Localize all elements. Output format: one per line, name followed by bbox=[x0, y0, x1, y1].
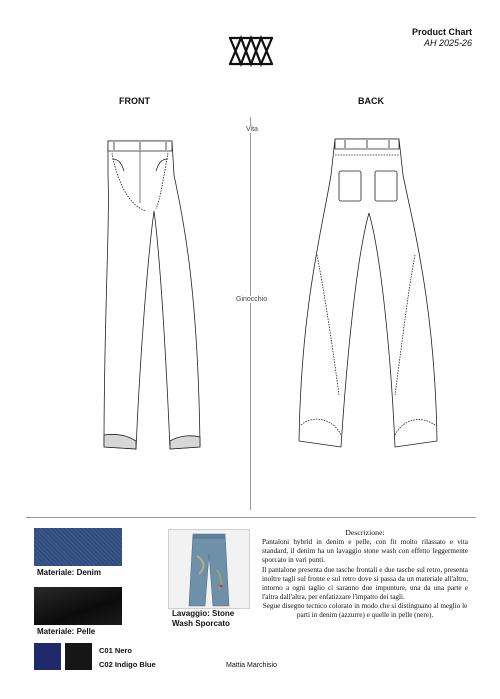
season-label: AH 2025-26 bbox=[423, 38, 472, 48]
description-block bbox=[262, 528, 468, 621]
waist-annotation: Vita bbox=[246, 126, 258, 133]
monogram-logo-icon bbox=[226, 30, 276, 72]
description-title: Descrizione: bbox=[345, 528, 385, 537]
black-chip bbox=[65, 643, 92, 670]
description-paragraph-1: Pantaloni hybrid in denim e pelle, con fit molto rilassato e vita standard, il denim ha un lavaggio stone wash con effetto leggermente sporcato in vari punti. bbox=[262, 538, 468, 565]
leather-swatch bbox=[34, 587, 122, 625]
front-pants-drawing bbox=[100, 135, 210, 455]
colorway-c02-label: C02 Indigo Blue bbox=[99, 660, 156, 669]
denim-swatch bbox=[34, 528, 122, 566]
wash-label bbox=[172, 609, 252, 629]
description-paragraph-3: Segue disegno tecnico colorato in modo che si distinguano al meglio le parti in denim (azzurre) e quelle in pelle (nere). bbox=[262, 602, 468, 620]
wash-label-line1: Lavaggio: Stone bbox=[172, 609, 235, 618]
description-paragraph-2: Il pantalone presenta due tasche frontali e due tasche sul retro, presenta inoltre tagli sul fronte e sul retro dove si passa da un materiale all'altro, intorno a ogni taglio ci saranno due impunture, una da una parte e l'altra dall'altra, per enfatizzare l'impatto dei tagli. bbox=[262, 565, 468, 602]
indigo-blue-chip bbox=[34, 643, 61, 670]
author-name: Mattia Marchisio bbox=[226, 662, 277, 669]
knee-annotation: Ginocchio bbox=[236, 296, 268, 303]
section-divider bbox=[26, 517, 476, 518]
back-view-label: BACK bbox=[358, 96, 384, 106]
wash-reference-photo bbox=[168, 529, 250, 609]
back-pants-drawing bbox=[295, 135, 440, 455]
product-chart-title: Product Chart bbox=[411, 27, 472, 37]
denim-material-label: Materiale: Denim bbox=[37, 568, 102, 577]
colorway-c01-label: C01 Nero bbox=[99, 646, 132, 655]
wash-label-line2: Wash Sporcato bbox=[172, 619, 230, 628]
front-view-label: FRONT bbox=[119, 96, 150, 106]
center-divider bbox=[250, 117, 251, 510]
leather-material-label: Materiale: Pelle bbox=[37, 627, 96, 636]
